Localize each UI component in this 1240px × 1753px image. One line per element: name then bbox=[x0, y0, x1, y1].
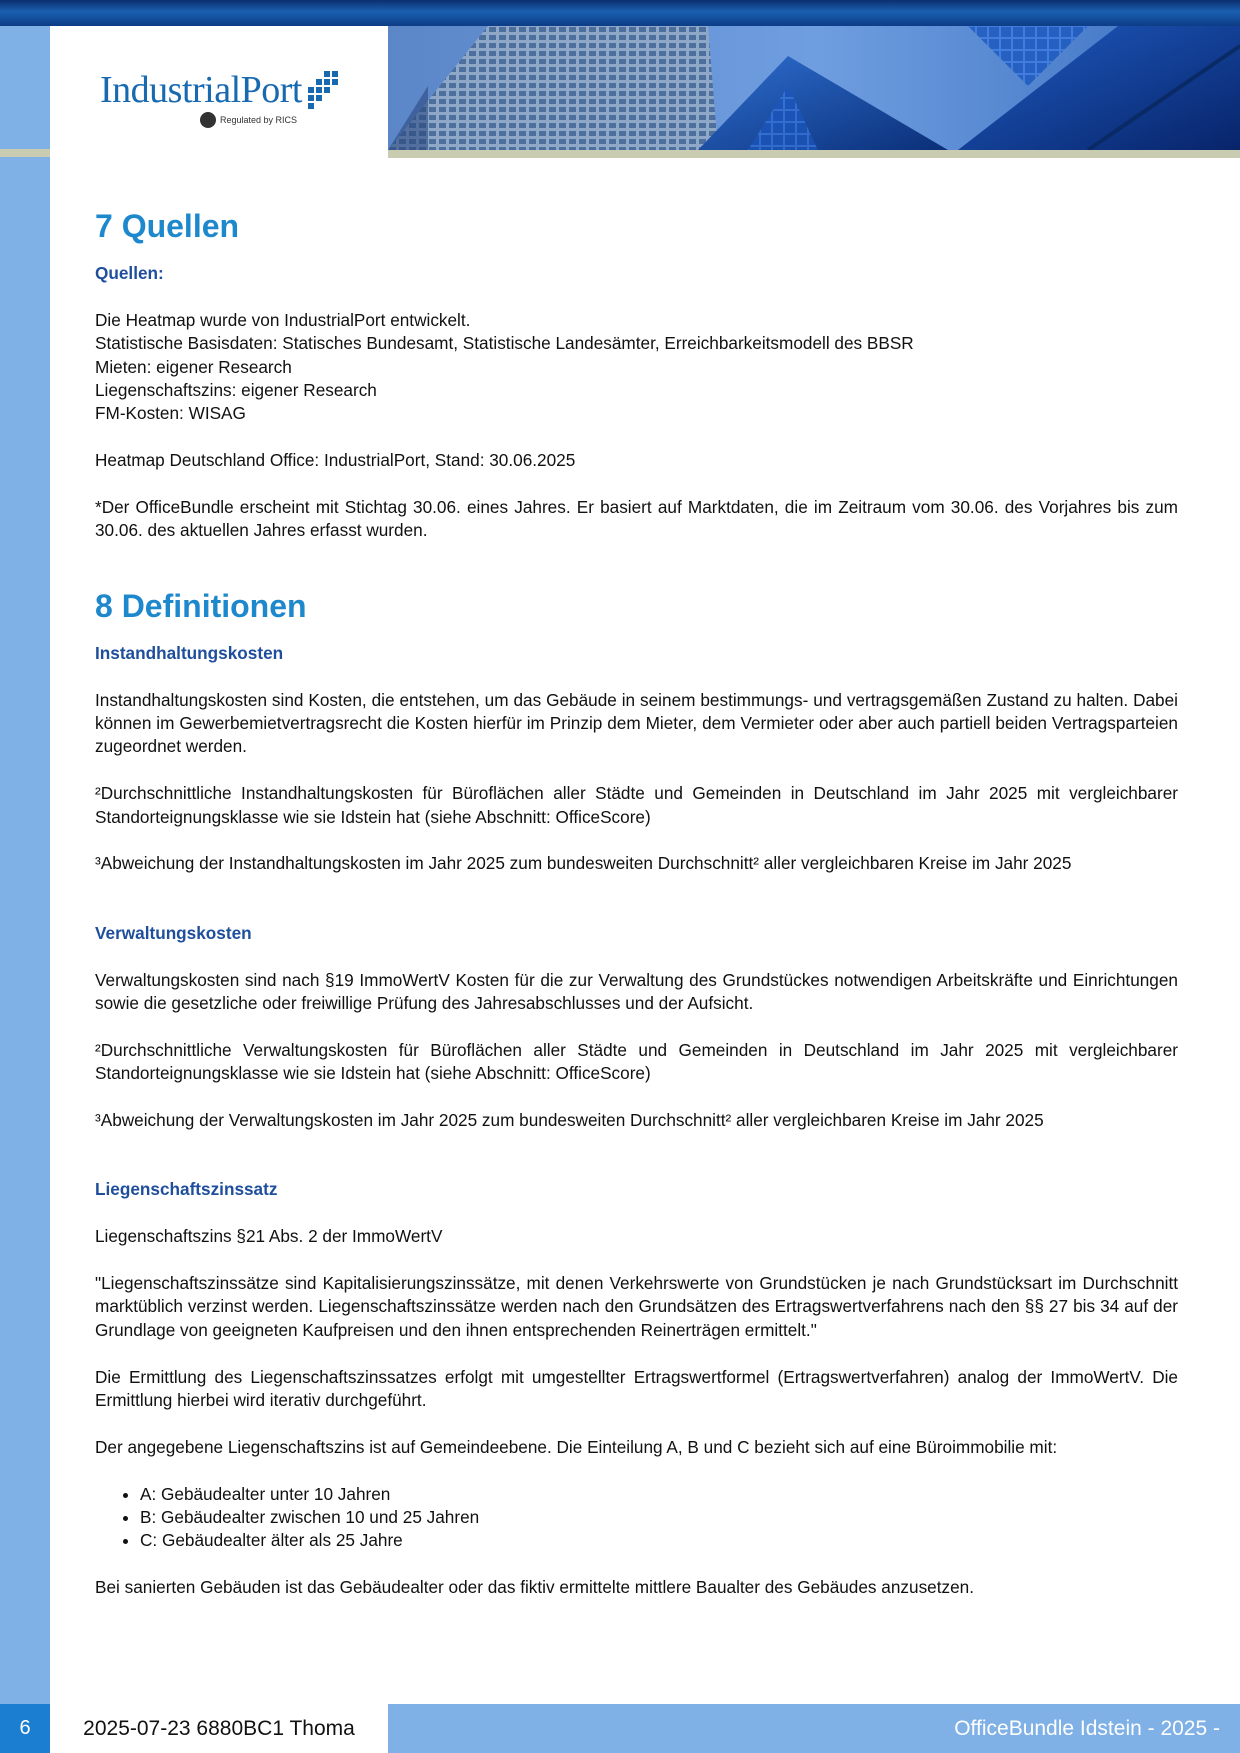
quellen-line: Liegenschaftszins: eigener Research bbox=[95, 380, 377, 401]
page-footer bbox=[0, 1704, 1240, 1753]
list-item: • B: Gebäudealter zwischen 10 und 25 Jahren bbox=[140, 1506, 1178, 1529]
logo-subtitle bbox=[200, 112, 297, 128]
skyscraper-image bbox=[388, 26, 1240, 150]
left-strip-accent bbox=[0, 149, 50, 157]
header-banner-image bbox=[388, 26, 1240, 150]
paragraph: ²Durchschnittliche Instandhaltungskosten für Büroflächen aller Städte und Gemeinden in Deutschland im Jahr 2025 mit vergleichbarer Standorteignungsklasse wie sie Idstein hat (siehe Abschnitt: OfficeScore) bbox=[95, 783, 1178, 827]
left-strip bbox=[0, 26, 50, 1704]
document-title: OfficeBundle Idstein - 2025 - bbox=[388, 1704, 1240, 1753]
logo-area bbox=[50, 26, 388, 157]
logo-squares-icon bbox=[300, 71, 340, 111]
building-age-list bbox=[95, 1483, 1178, 1553]
top-bar bbox=[0, 0, 1240, 26]
page-number: 6 bbox=[0, 1704, 50, 1753]
heading-instandhaltungskosten: Instandhaltungskosten bbox=[95, 642, 284, 663]
officebundle-footnote: *Der OfficeBundle erscheint mit Stichtag 30.06. eines Jahres. Er basiert auf Marktdaten, die im Zeitraum vom 30.06. des Vorjahres bis zum 30.06. des aktuellen Jahres erfasst wurden. bbox=[95, 497, 1178, 541]
paragraph: ³Abweichung der Instandhaltungskosten im Jahr 2025 zum bundesweiten Durchschnitt² aller vergleichbaren Kreise im Jahr 2025 bbox=[95, 853, 1072, 874]
list-item: • A: Gebäudealter unter 10 Jahren bbox=[140, 1483, 1178, 1506]
heading-verwaltungskosten: Verwaltungskosten bbox=[95, 922, 252, 943]
paragraph: ³Abweichung der Verwaltungskosten im Jahr 2025 zum bundesweiten Durchschnitt² aller vergleichbaren Kreise im Jahr 2025 bbox=[95, 1110, 1044, 1131]
paragraph: Die Ermittlung des Liegenschaftszinssatzes erfolgt mit umgestellter Ertragswertformel (Ertragswertverfahren) analog der ImmoWertV. Die Ermittlung hierbei wird iterativ durchgeführt. bbox=[95, 1366, 1178, 1411]
list-item: • C: Gebäudealter älter als 25 Jahre bbox=[140, 1529, 1178, 1552]
paragraph: Der angegebene Liegenschaftszins ist auf Gemeindeebene. Die Einteilung A, B und C bezieht sich auf eine Büroimmobilie mit: bbox=[95, 1436, 1058, 1457]
banner-accent bbox=[388, 150, 1240, 158]
quellen-line: Die Heatmap wurde von IndustrialPort entwickelt. bbox=[95, 309, 471, 330]
rics-seal-icon bbox=[200, 112, 216, 128]
quellen-subheading: Quellen: bbox=[95, 263, 164, 283]
page-content bbox=[95, 206, 1178, 1600]
quellen-line: Statistische Basisdaten: Statisches Bundesamt, Statistische Landesämter, Erreichbarkeitsmodell des BBSR bbox=[95, 333, 914, 354]
quellen-line: FM-Kosten: WISAG bbox=[95, 403, 246, 424]
paragraph: ²Durchschnittliche Verwaltungskosten für Büroflächen aller Städte und Gemeinden in Deutschland im Jahr 2025 mit vergleichbarer Standorteignungsklasse wie sie Idstein hat (siehe Abschnitt: OfficeScore) bbox=[95, 1039, 1178, 1084]
quellen-line: Mieten: eigener Research bbox=[95, 356, 292, 377]
paragraph: Liegenschaftszins §21 Abs. 2 der ImmoWertV bbox=[95, 1226, 443, 1247]
logo-text: IndustrialPort bbox=[100, 69, 302, 111]
paragraph: Bei sanierten Gebäuden ist das Gebäudealter oder das fiktiv ermittelte mittlere Baualter des Gebäudes anzusetzen. bbox=[95, 1577, 974, 1598]
section-title-definitionen: 8 Definitionen bbox=[95, 587, 307, 624]
logo-subtitle-text: Regulated by RICS bbox=[220, 115, 298, 125]
paragraph: Instandhaltungskosten sind Kosten, die entstehen, um das Gebäude in seinem bestimmungs- und vertragsgemäßen Zustand zu halten. Dabei können im Gewerbemietvertragsrecht die Kosten hierfür im Prinzip dem Mieter, dem Vermieter oder aber auch partiell beiden Vertragsparteien zugeordnet werden. bbox=[95, 689, 1178, 757]
document-id: 2025-07-23 6880BC1 Thoma bbox=[50, 1704, 388, 1753]
heading-liegenschaftszinssatz: Liegenschaftszinssatz bbox=[95, 1179, 278, 1200]
paragraph: "Liegenschaftszinssätze sind Kapitalisierungszinssätze, mit denen Verkehrswerte von Grundstücken je nach Grundstücksart im Durchschnitt marktüblich verzinst werden. Liegenschaftszinssätze werden nach den Grundsätzen des Ertragswertverfahrens nach den §§ 27 bis 34 auf der Grundlage von geeigneten Kaufpreisen und den ihnen entsprechenden Reinerträgen ermittelt." bbox=[95, 1273, 1178, 1340]
paragraph: Verwaltungskosten sind nach §19 ImmoWertV Kosten für die zur Verwaltung des Grundstückes notwendigen Arbeitskräfte und Einrichtungen sowie die gesetzliche oder freiwillige Prüfung des Jahresabschlusses und der Aufsicht. bbox=[95, 969, 1178, 1014]
section-title-quellen: 7 Quellen bbox=[95, 208, 240, 244]
heatmap-note: Heatmap Deutschland Office: IndustrialPort, Stand: 30.06.2025 bbox=[95, 450, 576, 471]
